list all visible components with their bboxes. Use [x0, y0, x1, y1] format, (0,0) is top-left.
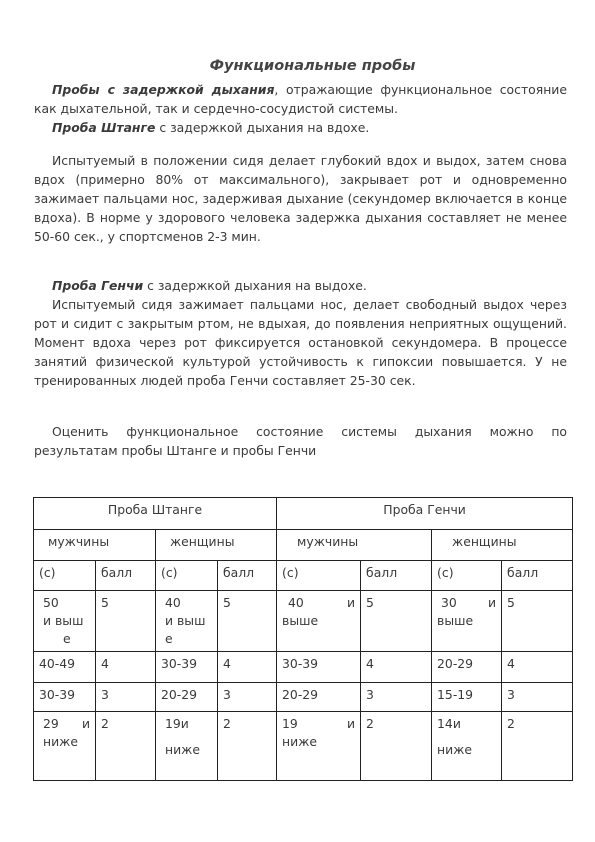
- cell-stange-men: [34, 712, 96, 781]
- cell-line: 14и: [437, 716, 461, 731]
- cell-line: и: [346, 716, 356, 731]
- stange-women: женщины: [156, 530, 277, 561]
- cell-score: 5: [361, 591, 432, 652]
- cell-stange-men: 30-39: [34, 683, 96, 712]
- unit-sec: (с): [277, 561, 361, 591]
- table-units-row: [34, 561, 573, 591]
- cell-score: 3: [96, 683, 156, 712]
- cell-line: ниже: [437, 742, 472, 757]
- cell-line: е: [63, 631, 71, 646]
- genchi-men: мужчины: [277, 530, 432, 561]
- cell-stange-women: 30-39: [156, 652, 218, 683]
- cell-genchi-men: 20-29: [277, 683, 361, 712]
- header-genchi: Проба Генчи: [277, 498, 573, 530]
- cell-line: и: [81, 716, 90, 731]
- summary-paragraph: Оценить функциональное состояние системы дыхания можно по результатам пробы Штанге и пробы Генчи: [34, 424, 567, 458]
- cell-genchi-women: 15-19: [432, 683, 502, 712]
- cell-stange-women: 20-29: [156, 683, 218, 712]
- cell-score: 4: [361, 652, 432, 683]
- genchi-women: женщины: [432, 530, 573, 561]
- cell-score: 3: [218, 683, 277, 712]
- cell-stange-women: [156, 591, 218, 652]
- results-table: [33, 497, 573, 781]
- cell-stange-women: [156, 712, 218, 781]
- page-title: Функциональные пробы: [209, 58, 416, 74]
- cell-line: е: [165, 631, 173, 646]
- cell-line: 19: [282, 716, 298, 731]
- cell-score: 5: [218, 591, 277, 652]
- stange-men: мужчины: [34, 530, 156, 561]
- cell-score: 2: [96, 712, 156, 781]
- cell-genchi-women: [432, 591, 502, 652]
- cell-stange-men: [34, 591, 96, 652]
- table-row: [34, 591, 573, 652]
- cell-genchi-men: 30-39: [277, 652, 361, 683]
- unit-ball: балл: [361, 561, 432, 591]
- genchi-heading-paragraph: [34, 276, 567, 295]
- cell-line: выше: [437, 613, 474, 628]
- unit-sec: (с): [34, 561, 96, 591]
- genchi-heading: Проба Генчи: [52, 278, 144, 293]
- intro-heading: Пробы с задержкой дыхания: [52, 82, 275, 97]
- cell-score: 4: [502, 652, 573, 683]
- cell-line: 30: [441, 595, 457, 610]
- genchi-description: Испытуемый сидя зажимает пальцами нос, делает свободный выдох через рот и сидит с закрытым ртом, не вдыхая, до появления неприятных ощущений. Момент вдоха через рот фиксируется остановкой секундомера. В процессе занятий физической культурой устойчивость к гипоксии повышается. У не тренированных людей проба Генчи составляет 25-30 сек.: [34, 297, 567, 388]
- cell-line: и: [487, 595, 497, 610]
- cell-line: 29: [43, 716, 59, 731]
- cell-line: ниже: [43, 734, 78, 749]
- cell-score: 3: [361, 683, 432, 712]
- cell-stange-men: 40-49: [34, 652, 96, 683]
- unit-sec: (с): [156, 561, 218, 591]
- genchi-subtitle: с задержкой дыхания на выдохе.: [143, 278, 367, 293]
- cell-genchi-men: [277, 591, 361, 652]
- cell-genchi-women: [432, 712, 502, 781]
- unit-sec: (с): [432, 561, 502, 591]
- intro-paragraph: [34, 80, 567, 118]
- cell-line: выше: [282, 613, 319, 628]
- table-row: [34, 652, 573, 683]
- cell-line: ниже: [282, 734, 317, 749]
- cell-line: и выш: [165, 613, 206, 628]
- table-row: [34, 683, 573, 712]
- table-gender-row: [34, 530, 573, 561]
- cell-line: 40: [288, 595, 304, 610]
- unit-ball: балл: [218, 561, 277, 591]
- cell-score: 5: [96, 591, 156, 652]
- cell-line: и выш: [43, 613, 84, 628]
- cell-line: 19и: [165, 716, 189, 731]
- stange-heading: Проба Штанге: [52, 120, 156, 135]
- cell-genchi-women: 20-29: [432, 652, 502, 683]
- stange-subtitle: с задержкой дыхания на вдохе.: [155, 120, 370, 135]
- cell-score: 2: [502, 712, 573, 781]
- unit-ball: балл: [502, 561, 573, 591]
- stange-heading-paragraph: [34, 118, 567, 137]
- table-header-row: [34, 498, 573, 530]
- intro-text: , отражающие функциональное состояние как дыхательной, так и сердечно-сосудистой системы.: [34, 82, 567, 116]
- table-row: [34, 712, 573, 781]
- cell-line: 40: [165, 595, 181, 610]
- cell-line: и: [346, 595, 356, 610]
- cell-genchi-men: [277, 712, 361, 781]
- cell-score: 4: [218, 652, 277, 683]
- cell-score: 4: [96, 652, 156, 683]
- stange-description: Испытуемый в положении сидя делает глубокий вдох и выдох, затем снова вдох (примерно 80% от максимального), закрывает рот и одновременно зажимает пальцами нос, задерживая дыхание (секундомер включается в конце вдоха). В норме у здорового человека задержка дыхания составляет не менее 50-60 сек., у спортсменов 2-3 мин.: [34, 153, 567, 244]
- unit-ball: балл: [96, 561, 156, 591]
- cell-score: 2: [218, 712, 277, 781]
- cell-score: 2: [361, 712, 432, 781]
- cell-line: ниже: [165, 742, 200, 757]
- cell-score: 3: [502, 683, 573, 712]
- cell-score: 5: [502, 591, 573, 652]
- cell-line: 50: [43, 595, 59, 610]
- header-stange: Проба Штанге: [34, 498, 277, 530]
